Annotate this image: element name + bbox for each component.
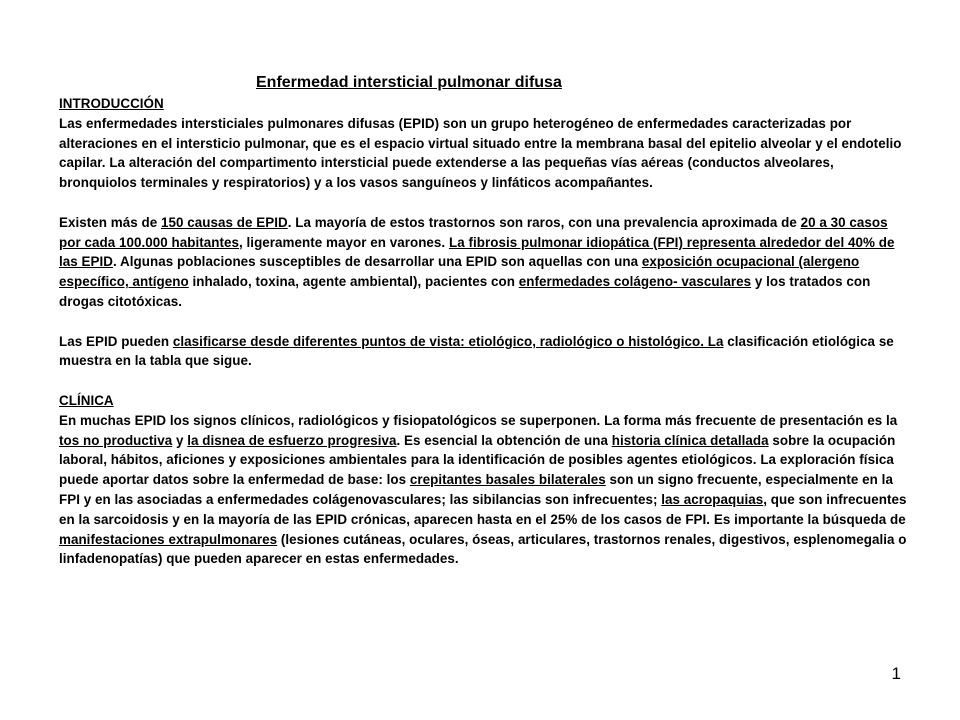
text-run: En muchas EPID los signos clínicos, radiológicos y fisiopatológicos se superponen. La forma más frecuente de presentación es la (59, 412, 898, 428)
text-run: Las EPID pueden (59, 333, 173, 349)
text-run: , que son infrecuentes en la sarcoidosis y en la mayoría de las EPID crónicas, aparecen hasta en el 25% de los casos de FPI. Es importante la búsqueda de (59, 491, 907, 527)
text-run: sobre la ocupación laboral, hábitos, aficiones y exposiciones ambientales para la identificación de posibles agentes etiológicos. La exploración física puede aportar datos sobre la enfermedad de base: los (59, 432, 896, 488)
underlined-phrase: tos no productiva (59, 432, 173, 448)
intro-paragraph-2 (59, 213, 909, 312)
text-run: son un signo frecuente, especialmente en la FPI y en las asociadas a enfermedades colágenovasculares; las sibilancias son infrecuentes; (59, 472, 893, 507)
text-run: . Algunas poblaciones susceptibles de desarrollar una EPID son aquellas con una (113, 254, 642, 270)
underlined-phrase: las acropaquias (661, 491, 764, 507)
page-number: 1 (891, 664, 901, 683)
intro-heading: INTRODUCCIÓN (59, 96, 164, 111)
text-run: . La mayoría de estos trastornos son raros, con una prevalencia aproximada de (287, 214, 801, 230)
page-title: Enfermedad intersticial pulmonar difusa (256, 74, 562, 91)
paragraph-spacer (59, 312, 909, 332)
underlined-phrase: 20 a 30 casos por cada 100.000 habitantes (59, 214, 888, 250)
underlined-phrase: clasificarse desde diferentes puntos de vista: etiológico, radiológico o histológico. La (172, 333, 724, 349)
text-run: y (172, 432, 188, 448)
intro-paragraph-1: Las enfermedades intersticiales pulmonares difusas (EPID) son un grupo heterogéneo de enfermedades caracterizadas por alteraciones en el intersticio pulmonar, que es el espacio virtual situado entre la membrana basal del epitelio alveolar y el endotelio capilar. La alteración del compartimento intersticial puede extenderse a las pequeñas vías aéreas (conductos alveolares, bronquiolos terminales y respiratorios) y a los vasos sanguíneos y linfáticos acompañantes. (59, 115, 902, 191)
text-run: , ligeramente mayor en varones. (238, 234, 449, 250)
underlined-phrase: La fibrosis pulmonar idiopática (FPI) representa alrededor del 40% de las EPID (59, 234, 895, 270)
slide-content (59, 72, 909, 569)
clinica-heading: CLÍNICA (59, 392, 114, 408)
document-body (59, 94, 909, 569)
paragraph-spacer (59, 371, 909, 391)
underlined-phrase: manifestaciones extrapulmonares (59, 531, 278, 547)
text-run: clasificación etiológica se muestra en la tabla que sigue. (59, 333, 894, 369)
paragraph-spacer (59, 193, 909, 213)
text-run: Existen más de (59, 214, 161, 230)
clinica-paragraph-1 (59, 411, 909, 569)
underlined-phrase: crepitantes basales bilaterales (409, 472, 606, 488)
intro-paragraph-3 (59, 332, 909, 372)
text-run: . Es esencial la obtención de una (396, 432, 612, 448)
underlined-phrase: la disnea de esfuerzo progresiva (187, 432, 397, 448)
underlined-phrase: historia clínica detallada (611, 432, 769, 448)
text-run: y los tratados con drogas citotóxicas. (59, 274, 871, 309)
underlined-phrase: enfermedades colágeno- vasculares (518, 274, 752, 290)
text-run: inhalado, toxina, agente ambiental), pacientes con (188, 274, 519, 290)
underlined-phrase: 150 causas de EPID (160, 214, 288, 230)
underlined-phrase: exposición ocupacional (alergeno específico, antígeno (59, 254, 860, 290)
text-run: (lesiones cutáneas, oculares, óseas, articulares, trastornos renales, digestivos, esplenomegalia o linfadenopatías) que pueden aparecer en estas enfermedades. (59, 531, 907, 567)
